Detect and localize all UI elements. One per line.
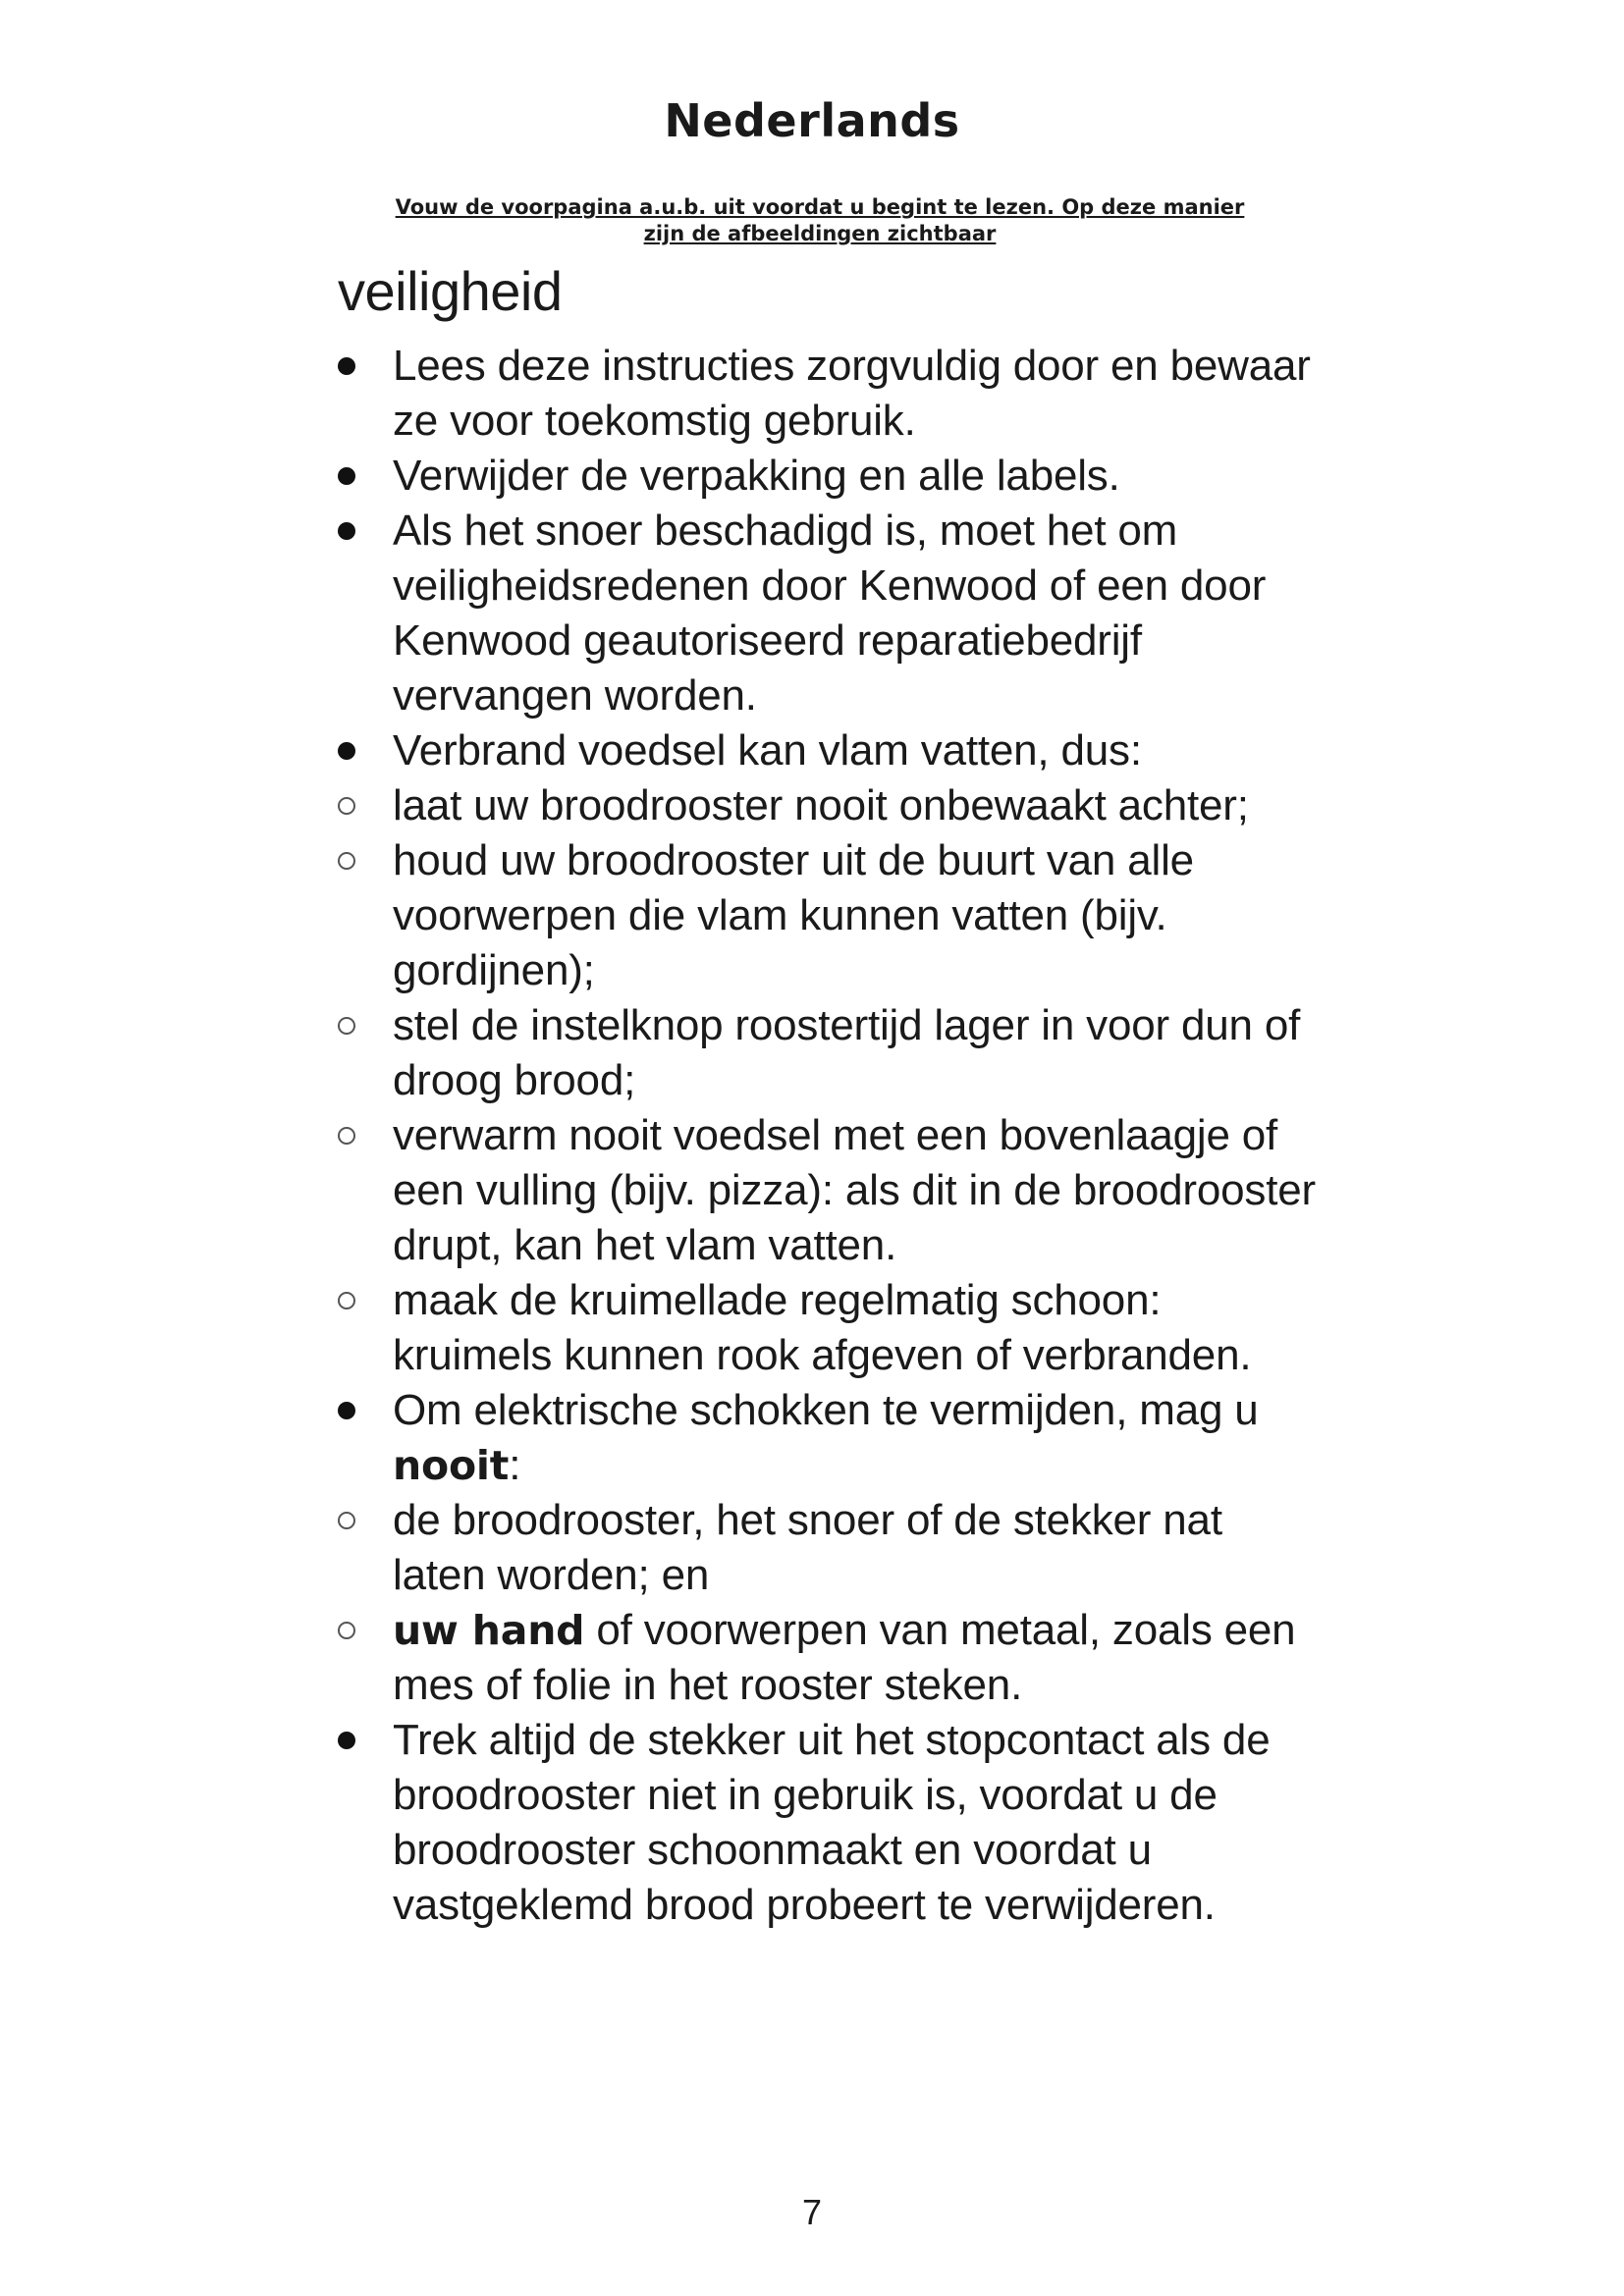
list-item <box>334 998 1316 1108</box>
emphasis-your-hand: uw hand <box>393 1607 585 1654</box>
bullet-icon <box>338 357 355 375</box>
section-title: veiligheid <box>338 260 563 322</box>
circle-bullet-icon <box>338 852 355 870</box>
list-item <box>334 504 1316 723</box>
list-item-text: Als het snoer beschadigd is, moet het om veiligheidsredenen door Kenwood of een door Kenwood geautoriseerd reparatiebedrijf vervangen worden. <box>393 507 1267 720</box>
safety-list <box>334 339 1316 1933</box>
circle-bullet-icon <box>338 1622 355 1639</box>
emphasis-never: nooit <box>393 1442 510 1489</box>
language-title: Nederlands <box>664 94 960 147</box>
bullet-icon <box>338 522 355 540</box>
list-item-text: de broodrooster, het snoer of de stekker nat laten worden; en <box>393 1496 1222 1599</box>
bullet-icon <box>338 1732 355 1749</box>
list-item-text: Verbrand voedsel kan vlam vatten, dus: <box>393 726 1142 774</box>
list-item-text: Trek altijd de stekker uit het stopcontact als de broodrooster niet in gebruik is, voordat u de broodrooster schoonmaakt en voordat u vastgeklemd brood probeert te verwijderen. <box>393 1716 1271 1929</box>
list-item-text-after: of voorwerpen van metaal, zoals een mes of folie in het rooster steken. <box>393 1606 1296 1709</box>
circle-bullet-icon <box>338 797 355 815</box>
list-item <box>334 449 1316 504</box>
list-item-text: laat uw broodrooster nooit onbewaakt achter; <box>393 781 1249 829</box>
list-item <box>334 1108 1316 1273</box>
list-item-text: houd uw broodrooster uit de buurt van alle voorwerpen die vlam kunnen vatten (bijv. gordijnen); <box>393 836 1194 994</box>
list-item <box>334 1273 1316 1383</box>
bullet-icon <box>338 467 355 485</box>
bullet-icon <box>338 1402 355 1419</box>
list-item-text: stel de instelknop roostertijd lager in voor dun of droog brood; <box>393 1001 1301 1104</box>
list-item <box>334 339 1316 449</box>
list-item-text: verwarm nooit voedsel met een bovenlaagje of een vulling (bijv. pizza): als dit in de broodrooster drupt, kan het vlam vatten. <box>393 1111 1316 1269</box>
page-number: 7 <box>801 2192 823 2232</box>
list-item <box>334 723 1316 778</box>
list-item <box>334 1603 1316 1713</box>
circle-bullet-icon <box>338 1292 355 1309</box>
list-item <box>334 1383 1316 1493</box>
bullet-icon <box>338 742 355 760</box>
list-item <box>334 778 1316 833</box>
list-item-text-after: : <box>509 1441 521 1489</box>
list-item <box>334 833 1316 998</box>
list-item-text: maak de kruimellade regelmatig schoon: kruimels kunnen rook afgeven of verbranden. <box>393 1276 1252 1379</box>
list-item-text-before: Om elektrische schokken te vermijden, mag u <box>393 1386 1259 1434</box>
list-item <box>334 1713 1316 1933</box>
circle-bullet-icon <box>338 1512 355 1529</box>
circle-bullet-icon <box>338 1017 355 1035</box>
circle-bullet-icon <box>338 1127 355 1145</box>
list-item-text: Verwijder de verpakking en alle labels. <box>393 452 1120 500</box>
list-item <box>334 1493 1316 1603</box>
fold-out-notice: Vouw de voorpagina a.u.b. uit voordat u begint te lezen. Op deze manier zijn de afbeeldingen zichtbaar <box>395 195 1245 245</box>
list-item-text: Lees deze instructies zorgvuldig door en bewaar ze voor toekomstig gebruik. <box>393 342 1311 445</box>
